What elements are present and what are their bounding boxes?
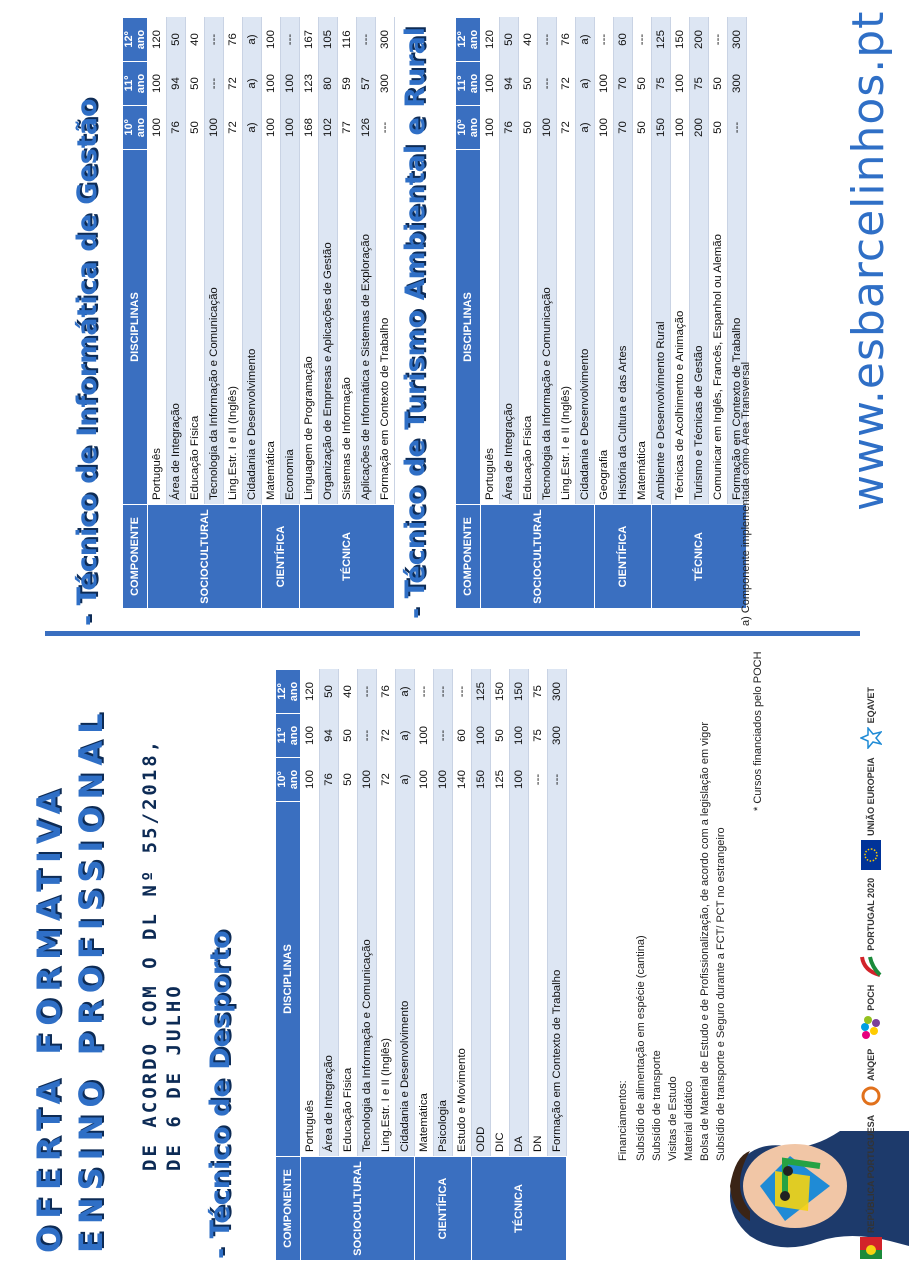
benefit-item: Subsídio de transporte: [651, 1050, 663, 1161]
hours-cell: 70: [614, 62, 633, 106]
disciplina-cell: Educação Física: [519, 150, 538, 505]
hours-cell: 125: [472, 670, 491, 714]
hours-cell: 150: [510, 670, 529, 714]
hours-cell: 150: [491, 670, 510, 714]
portugal-2020-logo: [860, 878, 882, 977]
logo-label: ANQEP: [866, 1048, 876, 1081]
hours-cell: 50: [167, 18, 186, 62]
hours-cell: 100: [510, 758, 529, 802]
partner-logos: [842, 683, 900, 1263]
hours-cell: 100: [538, 106, 557, 150]
hours-cell: ---: [434, 714, 453, 758]
hours-cell: 50: [339, 714, 358, 758]
disciplina-cell: Estudo e Movimento: [453, 802, 472, 1157]
disciplina-cell: Comunicar em Inglês, Francês, Espanhol ou Alemão: [709, 150, 728, 505]
hours-cell: a): [576, 106, 595, 150]
legal-subtitle: [138, 738, 186, 1171]
disciplina-cell: Ling.Estr. I e II (Inglês): [557, 150, 576, 505]
header-10-ano: 10º ano: [276, 758, 301, 802]
disciplina-cell: Português: [481, 150, 500, 505]
hours-cell: a): [576, 18, 595, 62]
hours-cell: 60: [453, 714, 472, 758]
table-row: [300, 18, 319, 609]
hours-cell: ---: [205, 18, 224, 62]
benefit-item: Subsídio de alimentação em espécie (cantina): [635, 935, 647, 1161]
hours-cell: 123: [300, 62, 319, 106]
hours-cell: 100: [415, 758, 434, 802]
hours-cell: 75: [690, 62, 709, 106]
hours-cell: ---: [633, 18, 652, 62]
hours-cell: a): [243, 106, 262, 150]
hours-cell: ---: [376, 106, 395, 150]
componente-cell: CIENTÍFICA: [595, 505, 652, 609]
disciplina-cell: Educação Física: [339, 802, 358, 1157]
hours-cell: 75: [529, 670, 548, 714]
hours-cell: 100: [281, 62, 300, 106]
hours-cell: 100: [481, 106, 500, 150]
disciplina-cell: Tecnologia da Informação e Comunicação: [358, 802, 377, 1157]
hours-cell: 100: [262, 106, 281, 150]
header-10-ano: 10º ano: [123, 106, 148, 150]
hours-cell: 94: [320, 714, 339, 758]
disciplina-cell: Educação Física: [186, 150, 205, 505]
hours-cell: 150: [652, 106, 671, 150]
hours-cell: 57: [357, 62, 376, 106]
benefit-item: Material didático: [683, 1080, 695, 1161]
componente-cell: CIENTÍFICA: [415, 1157, 472, 1261]
hours-cell: a): [243, 62, 262, 106]
disciplina-cell: Aplicações de Informática e Sistemas de Exploração: [357, 150, 376, 505]
hours-cell: 300: [376, 18, 395, 62]
table-row: [262, 18, 281, 609]
hours-cell: 40: [186, 18, 205, 62]
hours-cell: ---: [538, 62, 557, 106]
hours-cell: 100: [301, 714, 320, 758]
logo-label: POCH: [866, 984, 876, 1011]
disciplina-cell: Matemática: [262, 150, 281, 505]
hours-cell: 150: [671, 18, 690, 62]
hours-cell: 100: [481, 62, 500, 106]
anqep-icon: [860, 1085, 882, 1107]
componente-cell: TÉCNICA: [300, 505, 395, 609]
hours-cell: 50: [519, 62, 538, 106]
table-row: [301, 670, 320, 1261]
hours-cell: a): [396, 758, 415, 802]
course-title-desporto: - Técnico de Desporto: [205, 930, 236, 1259]
hours-cell: 50: [633, 106, 652, 150]
subtitle-line-2: DE 6 DE JULHO: [163, 983, 185, 1171]
disciplina-cell: História da Cultura e das Artes: [614, 150, 633, 505]
header-disciplinas: DISCIPLINAS: [123, 150, 148, 505]
hours-cell: 200: [690, 18, 709, 62]
hours-cell: 116: [338, 18, 357, 62]
hours-cell: 126: [357, 106, 376, 150]
disciplina-cell: Formação em Contexto de Trabalho: [728, 150, 747, 505]
hours-cell: 100: [510, 714, 529, 758]
table-row: [595, 18, 614, 609]
hours-cell: 100: [472, 714, 491, 758]
hours-cell: a): [396, 670, 415, 714]
hours-cell: 94: [167, 62, 186, 106]
disciplina-cell: Matemática: [633, 150, 652, 505]
header-12-ano: 12º ano: [123, 18, 148, 62]
header-11-ano: 11º ano: [123, 62, 148, 106]
disciplina-cell: ODD: [472, 802, 491, 1157]
disciplina-cell: Ambiente e Desenvolvimento Rural: [652, 150, 671, 505]
hours-cell: 59: [338, 62, 357, 106]
title-line-1: OFERTA FORMATIVA: [30, 782, 68, 1253]
hours-cell: 50: [186, 106, 205, 150]
hours-cell: 75: [529, 714, 548, 758]
republica-portuguesa-icon: [860, 1237, 882, 1259]
portugal-2020-icon: [860, 955, 882, 977]
hours-cell: 102: [319, 106, 338, 150]
curriculum-table-turismo: [455, 17, 747, 609]
disciplina-cell: DA: [510, 802, 529, 1157]
hours-cell: a): [396, 714, 415, 758]
main-title: [28, 707, 112, 1253]
hours-cell: 72: [557, 106, 576, 150]
hours-cell: 125: [491, 758, 510, 802]
hours-cell: ---: [548, 758, 567, 802]
hours-cell: ---: [358, 670, 377, 714]
hours-cell: 76: [167, 106, 186, 150]
hours-cell: 72: [377, 714, 396, 758]
hours-cell: 150: [472, 758, 491, 802]
eqavet-star-icon: [860, 727, 882, 749]
eu-flag-icon: [861, 840, 881, 870]
hours-cell: 100: [415, 714, 434, 758]
header-componente: COMPONENTE: [456, 505, 481, 609]
hours-cell: 72: [224, 62, 243, 106]
benefits-title: Financiamentos:: [617, 1080, 629, 1161]
disciplina-cell: Linguagem de Programação: [300, 150, 319, 505]
disciplina-cell: Turismo e Técnicas de Gestão: [690, 150, 709, 505]
hours-cell: 72: [557, 62, 576, 106]
hours-cell: 50: [709, 62, 728, 106]
header-12-ano: 12º ano: [456, 18, 481, 62]
hours-cell: 50: [709, 106, 728, 150]
eqavet-logo: [860, 687, 882, 749]
disciplina-cell: Cidadania e Desenvolvimento: [576, 150, 595, 505]
note-financed: * Cursos financiados pelo POCH: [752, 651, 764, 811]
hours-cell: 50: [519, 106, 538, 150]
hours-cell: 100: [262, 18, 281, 62]
header-disciplinas: DISCIPLINAS: [276, 802, 301, 1157]
disciplina-cell: Sistemas de Informação: [338, 150, 357, 505]
hours-cell: 76: [224, 18, 243, 62]
hours-cell: 60: [614, 18, 633, 62]
hours-cell: 100: [434, 758, 453, 802]
componente-cell: CIENTÍFICA: [262, 505, 300, 609]
hours-cell: 77: [338, 106, 357, 150]
logo-label: REPÚBLICA PORTUGUESA: [866, 1114, 876, 1233]
disciplina-cell: Área de Integração: [167, 150, 186, 505]
hours-cell: 76: [557, 18, 576, 62]
hours-cell: 100: [205, 106, 224, 150]
hours-cell: ---: [205, 62, 224, 106]
hours-cell: 120: [148, 18, 167, 62]
disciplina-cell: Geografia: [595, 150, 614, 505]
hours-cell: 100: [148, 106, 167, 150]
hours-cell: 76: [500, 106, 519, 150]
table-row: [148, 18, 167, 609]
componente-cell: SOCIOCULTURAL: [481, 505, 595, 609]
hours-cell: 125: [652, 18, 671, 62]
logo-label: UNIÃO EUROPEIA: [866, 757, 876, 836]
header-disciplinas: DISCIPLINAS: [456, 150, 481, 505]
hours-cell: ---: [709, 18, 728, 62]
hours-cell: 100: [262, 62, 281, 106]
curriculum-table-informatica: [122, 17, 395, 609]
hours-cell: ---: [453, 670, 472, 714]
componente-cell: SOCIOCULTURAL: [148, 505, 262, 609]
title-line-2: ENSINO PROFISSIONAL: [72, 706, 110, 1253]
logo-label: PORTUGAL 2020: [866, 877, 876, 951]
hours-cell: 100: [671, 106, 690, 150]
disciplina-cell: Formação em Contexto de Trabalho: [548, 802, 567, 1157]
hours-cell: 120: [301, 670, 320, 714]
poch-icon: [860, 1015, 882, 1041]
hours-cell: 167: [300, 18, 319, 62]
benefit-item: Subsídio de transporte e Seguro durante a FCT/ PCT no estrangeiro: [715, 827, 727, 1161]
republica-portuguesa-logo: [860, 1115, 882, 1259]
benefit-item: Visitas de Estudo: [667, 1076, 679, 1161]
eu-flag-logo: [861, 757, 881, 870]
disciplina-cell: Técnicas de Acolhimento e Animação: [671, 150, 690, 505]
disciplina-cell: Área de Integração: [320, 802, 339, 1157]
hours-cell: 76: [377, 670, 396, 714]
curriculum-table-desporto: [275, 669, 567, 1261]
hours-cell: 100: [148, 62, 167, 106]
header-12-ano: 12º ano: [276, 670, 301, 714]
hours-cell: 50: [186, 62, 205, 106]
hours-cell: 50: [339, 758, 358, 802]
disciplina-cell: Ling.Estr. I e II (Inglês): [224, 150, 243, 505]
header-10-ano: 10º ano: [456, 106, 481, 150]
disciplina-cell: Economia: [281, 150, 300, 505]
hours-cell: 72: [377, 758, 396, 802]
componente-cell: TÉCNICA: [652, 505, 747, 609]
hours-cell: 300: [728, 62, 747, 106]
hours-cell: 140: [453, 758, 472, 802]
hours-cell: 40: [339, 670, 358, 714]
disciplina-cell: Português: [301, 802, 320, 1157]
hours-cell: ---: [728, 106, 747, 150]
hours-cell: ---: [538, 18, 557, 62]
hours-cell: 300: [548, 714, 567, 758]
header-componente: COMPONENTE: [123, 505, 148, 609]
disciplina-cell: Tecnologia da Informação e Comunicação: [205, 150, 224, 505]
course-title-turismo: - Técnico de Turismo Ambiental e Rural: [400, 26, 431, 619]
hours-cell: 120: [481, 18, 500, 62]
disciplina-cell: Área de Integração: [500, 150, 519, 505]
hours-cell: 50: [633, 62, 652, 106]
table-row: [481, 18, 500, 609]
disciplina-cell: Matemática: [415, 802, 434, 1157]
hours-cell: a): [243, 18, 262, 62]
hours-cell: 94: [500, 62, 519, 106]
disciplina-cell: Tecnologia da Informação e Comunicação: [538, 150, 557, 505]
disciplina-cell: Ling.Estr. I e II (Inglês): [377, 802, 396, 1157]
hours-cell: 300: [548, 670, 567, 714]
disciplina-cell: Organização de Empresas e Aplicações de Gestão: [319, 150, 338, 505]
hours-cell: ---: [358, 714, 377, 758]
anqep-logo: [860, 1049, 882, 1107]
disciplina-cell: Português: [148, 150, 167, 505]
hours-cell: 100: [595, 62, 614, 106]
disciplina-cell: Psicologia: [434, 802, 453, 1157]
hours-cell: 200: [690, 106, 709, 150]
website-url[interactable]: www.esbarcelinhos.pt: [843, 10, 894, 511]
hours-cell: 100: [671, 62, 690, 106]
table-header-row: [456, 18, 481, 609]
hours-cell: 50: [491, 714, 510, 758]
hours-cell: 300: [728, 18, 747, 62]
table-row: [652, 18, 671, 609]
header-componente: COMPONENTE: [276, 1157, 301, 1261]
benefits-list: [615, 641, 729, 1161]
section-divider: [45, 631, 860, 636]
disciplina-cell: DIC: [491, 802, 510, 1157]
hours-cell: ---: [281, 18, 300, 62]
hours-cell: 50: [320, 670, 339, 714]
hours-cell: 168: [300, 106, 319, 150]
course-title-informatica: - Técnico de Informática de Gestão: [72, 98, 103, 626]
disciplina-cell: Formação em Contexto de Trabalho: [376, 150, 395, 505]
hours-cell: ---: [434, 670, 453, 714]
hours-cell: 300: [376, 62, 395, 106]
poch-logo: [860, 985, 882, 1041]
table-header-row: [276, 670, 301, 1261]
hours-cell: 80: [319, 62, 338, 106]
header-11-ano: 11º ano: [276, 714, 301, 758]
hours-cell: 100: [358, 758, 377, 802]
hours-cell: ---: [357, 18, 376, 62]
hours-cell: 100: [301, 758, 320, 802]
hours-cell: 76: [320, 758, 339, 802]
table-row: [472, 670, 491, 1261]
logo-label: EQAVET: [866, 687, 876, 724]
hours-cell: ---: [415, 670, 434, 714]
disciplina-cell: DN: [529, 802, 548, 1157]
table-row: [415, 670, 434, 1261]
benefit-item: Bolsa de Material de Estudo e de Profissionalização, de acordo com a legislação em vigor: [699, 721, 711, 1161]
hours-cell: 72: [224, 106, 243, 150]
hours-cell: ---: [529, 758, 548, 802]
disciplina-cell: Cidadania e Desenvolvimento: [243, 150, 262, 505]
hours-cell: 50: [500, 18, 519, 62]
note-area-transversal: a) Componente implementada como Área Transversal: [740, 361, 752, 626]
table-header-row: [123, 18, 148, 609]
hours-cell: 40: [519, 18, 538, 62]
subtitle-line-1: DE ACORDO COM O DL Nº 55/2018,: [139, 737, 161, 1171]
hours-cell: 105: [319, 18, 338, 62]
hours-cell: 75: [652, 62, 671, 106]
hours-cell: 70: [614, 106, 633, 150]
componente-cell: TÉCNICA: [472, 1157, 567, 1261]
hours-cell: 100: [595, 106, 614, 150]
hours-cell: ---: [595, 18, 614, 62]
hours-cell: a): [576, 62, 595, 106]
disciplina-cell: Cidadania e Desenvolvimento: [396, 802, 415, 1157]
componente-cell: SOCIOCULTURAL: [301, 1157, 415, 1261]
hours-cell: 100: [281, 106, 300, 150]
header-11-ano: 11º ano: [456, 62, 481, 106]
